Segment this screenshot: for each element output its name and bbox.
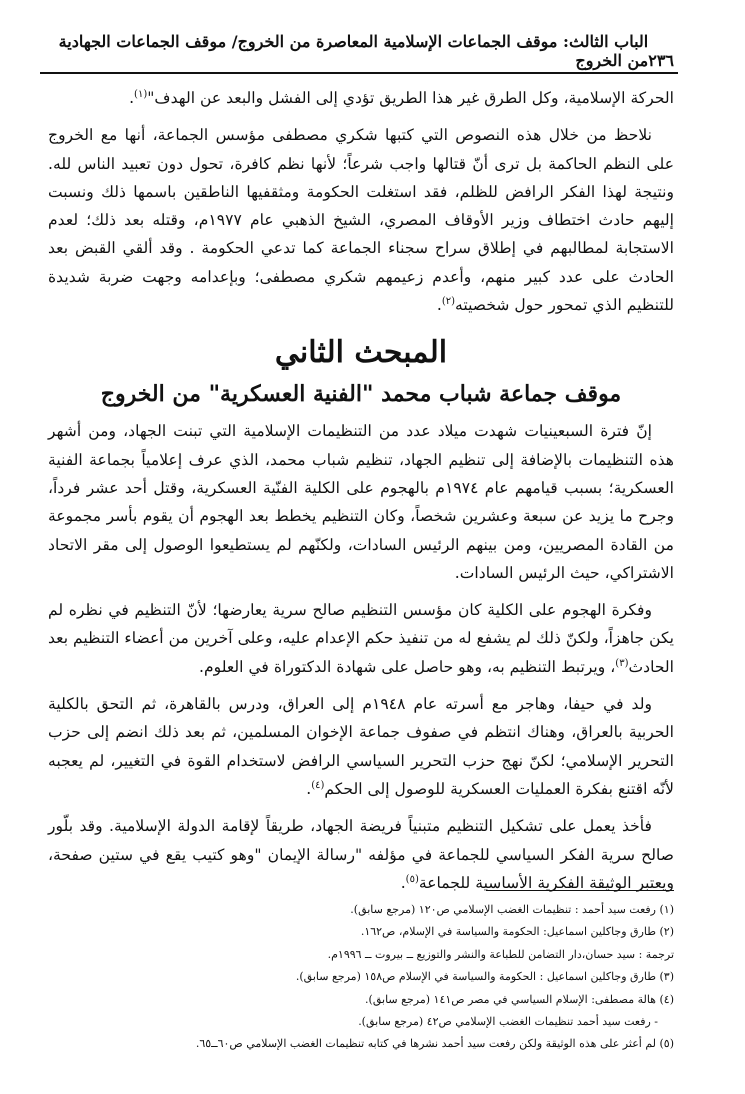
footnote-ref-4[interactable]: (٤) xyxy=(311,779,325,791)
page-number: ٢٣٦ xyxy=(648,51,674,70)
footnote-2-translation: ترجمة : سيد حسان،دار التضامن للطباعة والنشر والتوزيع ــ بيروت ــ ١٩٩٦م. xyxy=(327,947,674,961)
footnote-4: (٤) هالة مصطفى: الإسلام السياسي في مصر ص١٤١ (مرجع سابق). xyxy=(365,992,674,1006)
footnote-ref-5[interactable]: (٥) xyxy=(405,873,419,885)
footnote-4-extra: - رفعت سيد أحمد تنظيمات الغضب الإسلامي ص٤٢ (مرجع سابق). xyxy=(358,1015,658,1029)
running-title: الباب الثالث: موقف الجماعات الإسلامية المعاصرة من الخروج/ موقف الجماعات الجهادية من الخروج xyxy=(58,32,649,70)
footnote-3: (٣) طارق وجاكلين اسماعيل : الحكومة والسياسة في الإسلام ص١٥٨ (مرجع سابق). xyxy=(295,970,674,984)
footnote-ref-1[interactable]: (١) xyxy=(134,88,148,100)
footnote-5: (٥) لم أعثر على هذه الوثيقة ولكن رفعت سيد أحمد نشرها في كتابه تنظيمات الغضب الإسلامي ص٦٠ــ٦٥. xyxy=(195,1037,674,1051)
paragraph-1: الحركة الإسلامية، وكل الطرق غير هذا الطريق تؤدي إلى الفشل والبعد عن الهدف"$^{(١)}$. xyxy=(129,88,674,107)
paragraph-3: إنّ فترة السبعينيات شهدت ميلاد عدد من التنظيمات الإسلامية التي تبنت الجهاد، ومن أشهر هذه التنظيمات بالإضافة إلى تنظيم الجهاد، تنظيم شباب محمد، الذي عرف إعلامياً بجماعة الفنية العسكرية؛ بسبب قيامهم عام ١٩٧٤م بالهجوم على الكلية الفنّية العسكرية، وقتل أحد عشر فرداً، وجرح ما يزيد عن سبعة وعشرين شخصاً، وكان التنظيم يخطط بعد الهجوم أن يقوم بأسر مجموعة من القادة المصريين، ومن بينهم الرئيس السادات، ولكنّهم لم يستطيعوا الوصول إلى مقر الاتحاد الاشتراكي، حيث الرئيس السادات. xyxy=(48,422,674,582)
header-rule xyxy=(40,72,678,74)
footnote-2: (٢) طارق وجاكلين اسماعيل: الحكومة والسياسة في الإسلام، ص١٦٢. xyxy=(360,925,674,939)
body-text xyxy=(48,84,674,897)
paragraph-6: فأخذ يعمل على تشكيل التنظيم متبنياً فريضة الجهاد، طريقاً لإقامة الدولة الإسلامية. وقد بلّور صالح سرية الفكر السياسي للجماعة في مؤلفه "رسالة الإيمان "وهو كتيب يقع في ستين صفحة، ويعتبر الوثيقة الفكرية الأساسية للجماعة$^{(٥)}$. xyxy=(48,817,674,892)
footnotes xyxy=(150,899,674,1056)
paragraph-2: نلاحظ من خلال هذه النصوص التي كتبها شكري مصطفى مؤسس الجماعة، أنها مع الخروج على النظم الحاكمة بل ترى أنّ قتالها واجب شرعاً؛ لأنها نظم كافرة، تحول دون تعبيد الناس لله. ونتيجة لهذا الفكر الرافض للظلم، فقد استغلت الحكومة ومثقفيها الناطقين باسمها ذلك ونسبت إليهم حادث اختطاف وزير الأوقاف المصري، الشيخ الذهبي عام ١٩٧٧م، وقتله بعد ذلك؛ لعدم الاستجابة لمطالبهم في إطلاق سراح سجناء الجماعة كما تدعي الحكومة . وقد ألقي القبض بعد الحادث على عدد كبير منهم، وأعدم زعيمهم شكري مصطفى؛ وبإعدامه وجهت ضربة شديدة للتنظيم الذي تمحور حول شخصيته$^{(٢)}$. xyxy=(48,126,675,315)
footnote-ref-2[interactable]: (٢) xyxy=(441,295,456,307)
section-subtitle: موقف جماعة شباب محمد "الفنية العسكرية" من الخروج xyxy=(100,381,622,408)
footnote-1: (١) رفعت سيد أحمد : تنظيمات الغضب الإسلامي ص١٢٠ (مرجع سابق). xyxy=(350,903,674,916)
section-title: المبحث الثاني xyxy=(274,335,448,371)
footnote-separator xyxy=(486,890,674,891)
running-header xyxy=(44,32,674,70)
footnote-ref-3[interactable]: (٣) xyxy=(615,657,629,669)
paragraph-5: ولد في حيفا، وهاجر مع أسرته عام ١٩٤٨م إلى العراق، ودرس بالقاهرة، ثم التحق بالكلية الحربية بالعراق، وهناك انتظم في صفوف جماعة الإخوان المسلمين، ثم بعد ذلك انضم إلى حزب التحرير الإسلامي؛ لكنّ نهج حزب التحرير السياسي الرافض لاستخدام القوة في التغيير، لم يعجبه لأنّه اقتنع بفكرة العمليات العسكرية للوصول إلى الحكم$^{(٤)}$. xyxy=(48,695,674,798)
paragraph-4: وفكرة الهجوم على الكلية كان مؤسس التنظيم صالح سرية يعارضها؛ لأنّ التنظيم في نظره لم يكن جاهزاً، ولكنّ ذلك لم يشفع له من تنفيذ حكم الإعدام عليه، وعلى آخرين من أعضاء التنظيم بعد الحادث$^{(٣)}$، ويرتبط التنظيم به، وهو حاصل على شهادة الدكتوراة في العلوم. xyxy=(48,601,674,676)
